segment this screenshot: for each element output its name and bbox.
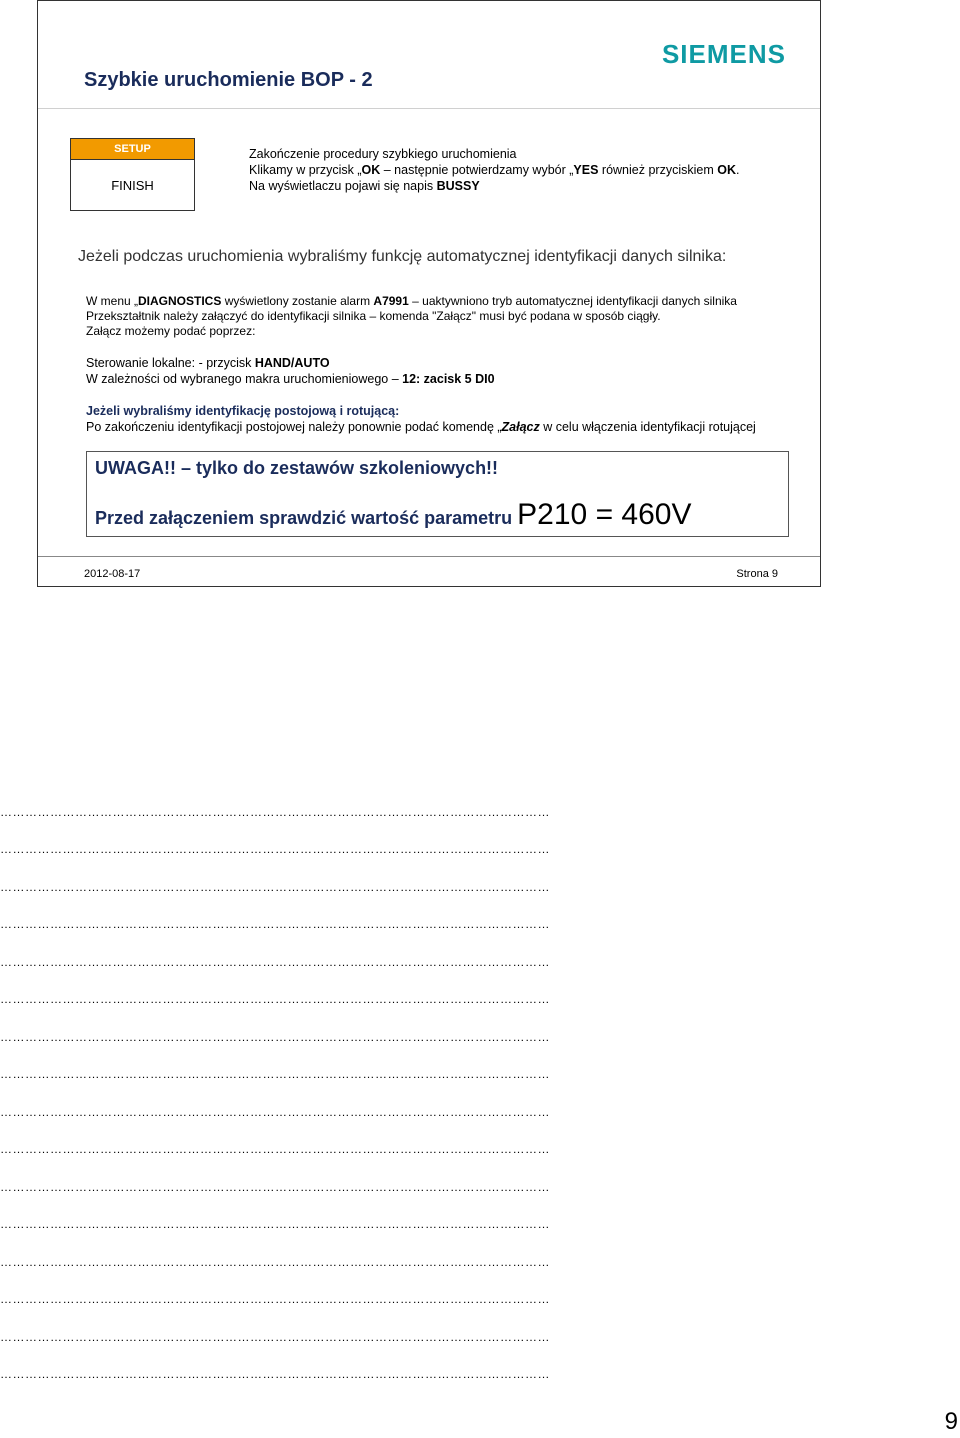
note-line [0, 935, 870, 973]
note-line [0, 1085, 870, 1123]
identification-heading: Jeżeli wybraliśmy identyfikację postojową i rotującą: [86, 404, 400, 418]
footer-page: Strona 9 [736, 568, 778, 580]
note-dots: …………………………………………………………………………………………………………………… [0, 1142, 550, 1156]
note-dots: …………………………………………………………………………………………………………………… [0, 1254, 550, 1269]
diagnostics-line-2: Przekształtnik należy załączyć do identyfikacji silnika – komenda "Załącz" musi być podana w sposób ciągły. [86, 309, 661, 323]
identification-line: Po zakończeniu identyfikacji postojowej należy ponownie podać komendę „Załącz w celu włączenia identyfikacji rotującej [86, 420, 756, 434]
section-heading: Jeżeli podczas uruchomienia wybraliśmy funkcję automatycznej identyfikacji danych silnika: [78, 248, 727, 265]
note-line [0, 1348, 870, 1386]
page-number: 9 [944, 1408, 958, 1435]
note-dots: …………………………………………………………………………………………………………………… [0, 954, 550, 969]
diagnostics-line-3: Załącz możemy podać poprzez: [86, 324, 256, 338]
note-line [0, 1010, 870, 1048]
note-line [0, 898, 870, 936]
note-dots: …………………………………………………………………………………………………………………… [0, 1179, 550, 1194]
note-line [0, 785, 870, 823]
slide [37, 0, 821, 587]
note-dots: …………………………………………………………………………………………………………………… [0, 1217, 550, 1231]
siemens-logo: SIEMENS [661, 39, 786, 69]
note-line [0, 1048, 870, 1086]
note-dots: …………………………………………………………………………………………………………………… [0, 1292, 550, 1306]
note-dots: …………………………………………………………………………………………………………………… [0, 1367, 550, 1381]
notes-area [0, 785, 870, 1385]
finish-line-1: Zakończenie procedury szybkiego uruchomienia [249, 147, 517, 161]
identification-paragraph [86, 403, 756, 435]
warning-line-1: UWAGA!! – tylko do zestawów szkoleniowych!! [95, 458, 499, 478]
note-line [0, 973, 870, 1011]
diagnostics-paragraph [86, 294, 737, 339]
finish-label: FINISH [111, 178, 154, 193]
warning-box [86, 451, 789, 537]
finish-line-2: Klikamy w przycisk „OK – następnie potwierdzamy wybór „YES również przyciskiem OK. [249, 163, 740, 177]
slide-header [38, 1, 820, 109]
note-dots: …………………………………………………………………………………………………………………… [0, 1104, 550, 1119]
control-line-1: Sterowanie lokalne: - przycisk HAND/AUTO [86, 356, 330, 370]
note-line [0, 1235, 870, 1273]
note-line [0, 823, 870, 861]
note-dots: …………………………………………………………………………………………………………………… [0, 879, 550, 894]
control-line-2: W zależności od wybranego makra uruchomieniowego – 12: zacisk 5 DI0 [86, 372, 495, 386]
finish-instructions [249, 146, 739, 194]
note-line [0, 1160, 870, 1198]
note-dots: …………………………………………………………………………………………………………………… [0, 1329, 550, 1344]
slide-title: Szybkie uruchomienie BOP - 2 [84, 69, 373, 91]
note-line [0, 1123, 870, 1161]
warning-line-2: Przed załączeniem sprawdzić wartość parametru P210 = 460V [95, 498, 692, 531]
note-line [0, 860, 870, 898]
note-dots: …………………………………………………………………………………………………………………… [0, 917, 550, 931]
note-dots: …………………………………………………………………………………………………………………… [0, 992, 550, 1006]
footer-date: 2012-08-17 [84, 568, 141, 580]
note-line [0, 1310, 870, 1348]
note-dots: …………………………………………………………………………………………………………………… [0, 1029, 550, 1044]
parameter-value: P210 = 460V [517, 498, 692, 531]
diagnostics-line-1: W menu „DIAGNOSTICS wyświetlony zostanie alarm A7991 – uaktywniono tryb automatycznej identyfikacji danych silnika [86, 294, 737, 308]
footer-divider [38, 556, 820, 557]
note-dots: …………………………………………………………………………………………………………………… [0, 842, 550, 856]
note-dots: …………………………………………………………………………………………………………………… [0, 804, 550, 819]
note-line [0, 1198, 870, 1236]
control-paragraph [86, 355, 495, 387]
note-dots: …………………………………………………………………………………………………………………… [0, 1067, 550, 1081]
setup-label: SETUP [71, 139, 194, 160]
finish-line-3: Na wyświetlaczu pojawi się napis BUSSY [249, 179, 480, 193]
setup-finish-box [70, 138, 195, 211]
note-line [0, 1273, 870, 1311]
